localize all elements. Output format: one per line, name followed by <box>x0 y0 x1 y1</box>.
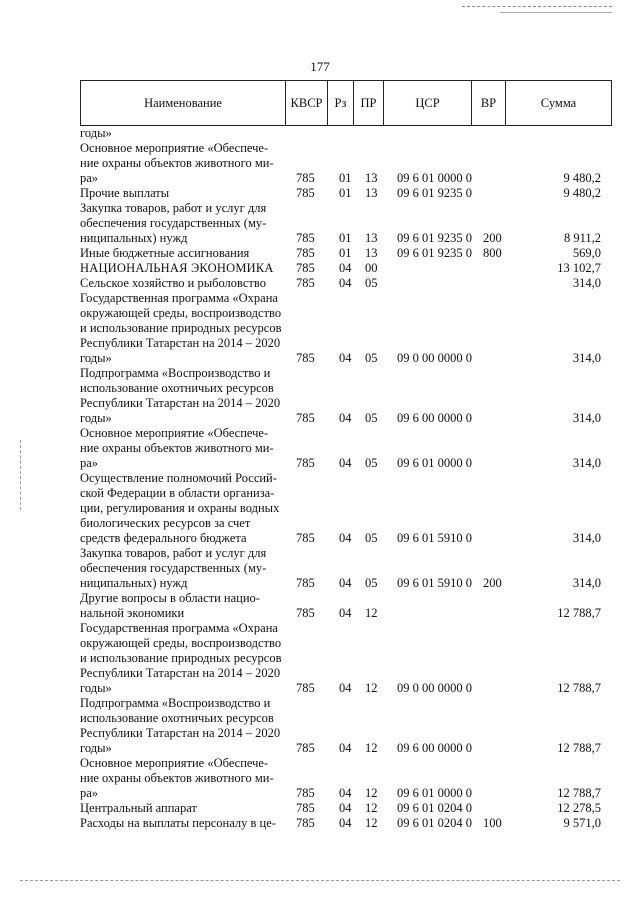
row-name-line: биологических ресурсов за счет <box>80 516 251 530</box>
row-kvsr: 785 <box>296 531 315 545</box>
row-name <box>80 291 283 366</box>
row-name-line: окружающей среды, воспроизводство <box>80 306 282 320</box>
row-rz: 04 <box>339 786 352 800</box>
table-row <box>80 186 611 201</box>
table-row <box>80 546 611 591</box>
row-sum: 314,0 <box>572 456 601 470</box>
row-sum: 314,0 <box>572 411 601 425</box>
row-kvsr: 785 <box>296 456 315 470</box>
row-csr: 09 6 01 9235 0 <box>397 231 472 245</box>
table-row <box>80 756 611 801</box>
row-name-line: обеспечения государственных (му- <box>80 216 267 230</box>
column-header-vr: ВР <box>472 81 506 126</box>
row-sum: 314,0 <box>572 351 601 365</box>
row-csr: 09 6 00 0000 0 <box>397 741 472 755</box>
row-name-line: Осуществление полномочий Россий- <box>80 471 277 485</box>
column-header-pr: ПР <box>354 81 384 126</box>
row-csr: 09 6 01 0000 0 <box>397 171 472 185</box>
table-row <box>80 201 611 246</box>
row-csr: 09 6 01 0204 0 <box>397 816 472 830</box>
row-kvsr: 785 <box>296 576 315 590</box>
table-row <box>80 621 611 696</box>
table-row <box>80 261 611 276</box>
row-pr: 05 <box>365 456 378 470</box>
row-kvsr: 785 <box>296 261 315 275</box>
row-name <box>80 546 283 591</box>
row-sum: 12 788,7 <box>557 786 601 800</box>
row-sum: 12 788,7 <box>557 606 601 620</box>
row-sum: 314,0 <box>572 531 601 545</box>
row-name-line: ра» <box>80 171 99 185</box>
row-name-line: ра» <box>80 786 99 800</box>
row-rz: 04 <box>339 261 352 275</box>
row-name-line: Сельское хозяйство и рыболовство <box>80 276 266 290</box>
row-name-line: ние охраны объектов животного ми- <box>80 771 274 785</box>
row-name-line: и использование природных ресурсов <box>80 651 282 665</box>
row-pr: 13 <box>365 171 378 185</box>
table-row <box>80 246 611 261</box>
row-rz: 04 <box>339 576 352 590</box>
row-name-line: Государственная программа «Охрана <box>80 621 278 635</box>
row-csr: 09 6 01 0204 0 <box>397 801 472 815</box>
row-csr: 09 6 01 0000 0 <box>397 786 472 800</box>
row-name-line: ции, регулирования и охраны водных <box>80 501 280 515</box>
row-pr: 12 <box>365 681 378 695</box>
column-header-csr: ЦСР <box>384 81 472 126</box>
row-rz: 04 <box>339 456 352 470</box>
row-rz: 04 <box>339 531 352 545</box>
row-pr: 05 <box>365 411 378 425</box>
row-csr: 09 6 01 9235 0 <box>397 186 472 200</box>
row-kvsr: 785 <box>296 786 315 800</box>
row-rz: 04 <box>339 276 352 290</box>
row-kvsr: 785 <box>296 351 315 365</box>
table-row <box>80 471 611 546</box>
row-sum: 9 480,2 <box>563 171 601 185</box>
row-name <box>80 126 283 141</box>
table-header <box>80 80 612 126</box>
table-row <box>80 426 611 471</box>
column-header-rz: Рз <box>328 81 354 126</box>
row-pr: 13 <box>365 186 378 200</box>
row-kvsr: 785 <box>296 816 315 830</box>
row-name-line: Республики Татарстан на 2014 – 2020 <box>80 726 281 740</box>
row-name <box>80 816 283 831</box>
row-pr: 12 <box>365 816 378 830</box>
row-pr: 05 <box>365 351 378 365</box>
row-kvsr: 785 <box>296 801 315 815</box>
row-sum: 569,0 <box>572 246 601 260</box>
row-name-line: Республики Татарстан на 2014 – 2020 <box>80 336 281 350</box>
row-name <box>80 756 283 801</box>
row-name <box>80 696 283 756</box>
row-name <box>80 366 283 426</box>
row-kvsr: 785 <box>296 411 315 425</box>
row-rz: 04 <box>339 351 352 365</box>
row-pr: 12 <box>365 606 378 620</box>
row-name-line: годы» <box>80 126 112 140</box>
row-sum: 314,0 <box>572 576 601 590</box>
row-name <box>80 261 283 276</box>
row-rz: 04 <box>339 681 352 695</box>
row-kvsr: 785 <box>296 171 315 185</box>
row-pr: 12 <box>365 741 378 755</box>
table-row <box>80 141 611 186</box>
row-name-line: Другие вопросы в области нацио- <box>80 591 260 605</box>
budget-table-body <box>80 126 611 831</box>
row-name-line: использование охотничьих ресурсов <box>80 711 274 725</box>
row-name-line: ниципальных) нужд <box>80 231 188 245</box>
column-header-kvsr: КВСР <box>286 81 328 126</box>
row-csr: 09 0 00 0000 0 <box>397 351 472 365</box>
row-name-line: Иные бюджетные ассигнования <box>80 246 250 260</box>
row-name <box>80 426 283 471</box>
row-sum: 9 571,0 <box>563 816 601 830</box>
row-name <box>80 201 283 246</box>
row-rz: 01 <box>339 231 352 245</box>
row-pr: 00 <box>365 261 378 275</box>
row-rz: 04 <box>339 606 352 620</box>
row-pr: 12 <box>365 786 378 800</box>
row-csr: 09 0 00 0000 0 <box>397 681 472 695</box>
row-name-line: Расходы на выплаты персоналу в це- <box>80 816 276 830</box>
row-name <box>80 471 283 546</box>
row-pr: 05 <box>365 276 378 290</box>
row-name-line: Закупка товаров, работ и услуг для <box>80 546 267 560</box>
row-name-line: средств федерального бюджета <box>80 531 247 545</box>
row-rz: 04 <box>339 741 352 755</box>
scan-bottom-mark <box>20 880 620 881</box>
row-name-line: Основное мероприятие «Обеспече- <box>80 141 269 155</box>
row-sum: 13 102,7 <box>557 261 601 275</box>
row-name <box>80 246 283 261</box>
row-name-line: Республики Татарстан на 2014 – 2020 <box>80 396 281 410</box>
row-name-line: годы» <box>80 411 112 425</box>
table-row <box>80 816 611 831</box>
row-sum: 314,0 <box>572 276 601 290</box>
row-name-line: нальной экономики <box>80 606 185 620</box>
row-name-line: и использование природных ресурсов <box>80 321 282 335</box>
row-csr: 09 6 01 0000 0 <box>397 456 472 470</box>
table-row <box>80 126 611 141</box>
row-vr: 100 <box>483 816 502 830</box>
row-name-line: ние охраны объектов животного ми- <box>80 441 274 455</box>
row-kvsr: 785 <box>296 231 315 245</box>
column-header-name: Наименование <box>81 81 286 126</box>
row-name <box>80 276 283 291</box>
row-sum: 8 911,2 <box>563 231 601 245</box>
row-name <box>80 186 283 201</box>
row-sum: 12 788,7 <box>557 741 601 755</box>
scan-top-mark <box>462 6 612 7</box>
row-name-line: ние охраны объектов животного ми- <box>80 156 274 170</box>
row-pr: 05 <box>365 531 378 545</box>
row-sum: 12 788,7 <box>557 681 601 695</box>
row-name <box>80 621 283 696</box>
row-kvsr: 785 <box>296 681 315 695</box>
row-csr: 09 6 01 5910 0 <box>397 576 472 590</box>
row-vr: 800 <box>483 246 502 260</box>
row-vr: 200 <box>483 576 502 590</box>
table-row <box>80 801 611 816</box>
row-rz: 04 <box>339 816 352 830</box>
row-rz: 01 <box>339 186 352 200</box>
row-rz: 04 <box>339 411 352 425</box>
table-row <box>80 366 611 426</box>
row-name-line: Закупка товаров, работ и услуг для <box>80 201 267 215</box>
row-kvsr: 785 <box>296 246 315 260</box>
row-name-line: Республики Татарстан на 2014 – 2020 <box>80 666 281 680</box>
row-csr: 09 6 01 9235 0 <box>397 246 472 260</box>
row-name-line: ниципальных) нужд <box>80 576 188 590</box>
row-name-line: ской Федерации в области организа- <box>80 486 275 500</box>
table-row <box>80 696 611 756</box>
row-name-line: годы» <box>80 681 112 695</box>
row-name-line: годы» <box>80 741 112 755</box>
row-rz: 01 <box>339 246 352 260</box>
scan-top-mark-2 <box>500 12 612 13</box>
row-name-line: окружающей среды, воспроизводство <box>80 636 282 650</box>
row-pr: 13 <box>365 231 378 245</box>
row-csr: 09 6 01 5910 0 <box>397 531 472 545</box>
row-kvsr: 785 <box>296 186 315 200</box>
row-name-line: НАЦИОНАЛЬНАЯ ЭКОНОМИКА <box>80 261 274 275</box>
row-sum: 9 480,2 <box>563 186 601 200</box>
row-name-line: Основное мероприятие «Обеспече- <box>80 756 269 770</box>
table-row <box>80 591 611 621</box>
row-kvsr: 785 <box>296 606 315 620</box>
row-name <box>80 591 283 621</box>
page-number: 177 <box>310 59 330 74</box>
row-name-line: Центральный аппарат <box>80 801 197 815</box>
row-rz: 01 <box>339 171 352 185</box>
row-rz: 04 <box>339 801 352 815</box>
row-name-line: Прочие выплаты <box>80 186 170 200</box>
table-row <box>80 291 611 366</box>
row-name <box>80 801 283 816</box>
row-name <box>80 141 283 186</box>
row-name-line: обеспечения государственных (му- <box>80 561 267 575</box>
row-sum: 12 278,5 <box>557 801 601 815</box>
row-name-line: Основное мероприятие «Обеспече- <box>80 426 269 440</box>
row-csr: 09 6 00 0000 0 <box>397 411 472 425</box>
scan-side-mark <box>20 440 22 510</box>
row-pr: 12 <box>365 801 378 815</box>
row-name-line: Подпрограмма «Воспроизводство и <box>80 366 271 380</box>
row-name-line: Государственная программа «Охрана <box>80 291 278 305</box>
row-name-line: Подпрограмма «Воспроизводство и <box>80 696 271 710</box>
row-kvsr: 785 <box>296 741 315 755</box>
row-name-line: ра» <box>80 456 99 470</box>
row-name-line: использование охотничьих ресурсов <box>80 381 274 395</box>
column-header-sum: Сумма <box>506 81 612 126</box>
row-pr: 05 <box>365 576 378 590</box>
row-pr: 13 <box>365 246 378 260</box>
row-kvsr: 785 <box>296 276 315 290</box>
table-row <box>80 276 611 291</box>
row-name-line: годы» <box>80 351 112 365</box>
row-vr: 200 <box>483 231 502 245</box>
